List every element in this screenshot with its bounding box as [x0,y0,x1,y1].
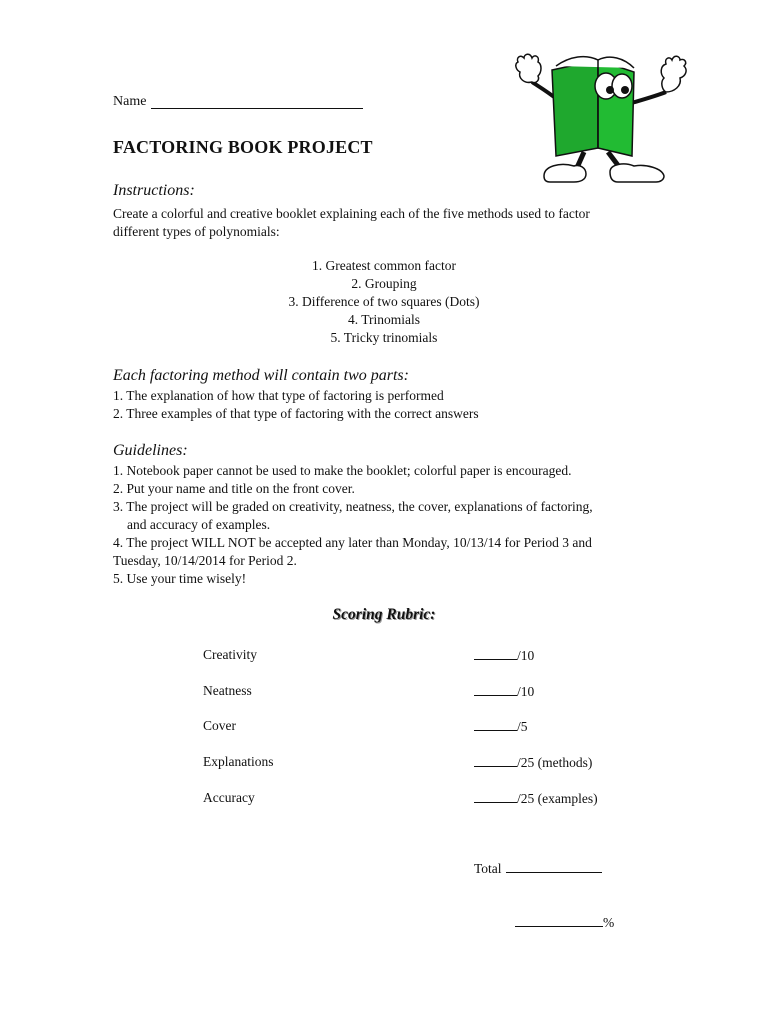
score-blank[interactable] [474,647,517,660]
name-label: Name [113,94,147,109]
method-item: 2. Grouping [351,276,417,291]
score-blank[interactable] [474,790,517,803]
total-row [474,860,602,877]
rubric-score-explanations [474,754,592,771]
instructions-heading: Instructions: [113,182,195,199]
score-max: /5 [517,719,528,734]
rubric-label-accuracy: Accuracy [203,790,255,805]
name-field[interactable] [151,108,363,109]
parts-heading: Each factoring method will contain two parts: [113,367,409,384]
guidelines-heading: Guidelines: [113,442,188,459]
rubric-score-creativity [474,647,534,664]
parts-list [113,387,479,423]
rubric-score-neatness [474,683,534,700]
percent-sign: % [603,915,615,930]
method-item: 4. Trinomials [347,312,421,327]
score-max: /25 (examples) [517,791,598,806]
guideline-item: 3. The project will be graded on creativity, neatness, the cover, explanations of factoring, [113,499,593,514]
guideline-item: 2. Put your name and title on the front cover. [113,481,355,496]
guideline-item-continued: and accuracy of examples. [127,517,271,532]
total-blank[interactable] [506,860,602,873]
guidelines-list [113,462,673,588]
percent-row [515,914,614,931]
rubric-score-accuracy [474,790,598,807]
total-label: Total [474,861,502,876]
score-max: /10 [517,684,535,699]
rubric-heading: Scoring Rubric: [332,606,436,623]
rubric-label-cover: Cover [203,718,236,733]
score-max: /10 [517,648,535,663]
page-title: FACTORING BOOK PROJECT [113,137,373,157]
percent-blank[interactable] [515,914,603,927]
guideline-item: 5. Use your time wisely! [113,571,247,586]
part-item: 1. The explanation of how that type of factoring is performed [113,388,444,403]
instructions-line: different types of polynomials: [113,224,280,239]
instructions-line: Create a colorful and creative booklet explaining each of the five methods used to factor [113,206,590,221]
score-max: /25 (methods) [517,755,593,770]
method-item: 1. Greatest common factor [312,258,456,273]
book-mascot-icon [510,52,708,188]
rubric-score-cover [474,718,528,735]
score-blank[interactable] [474,718,517,731]
instructions-text [113,205,653,241]
rubric-label-creativity: Creativity [203,647,257,662]
method-item: 5. Tricky trinomials [330,330,438,345]
methods-list [0,257,768,347]
guideline-item-continued: Tuesday, 10/14/2014 for Period 2. [113,553,297,568]
score-blank[interactable] [474,683,517,696]
guideline-item: 1. Notebook paper cannot be used to make the booklet; colorful paper is encouraged. [113,463,572,478]
part-item: 2. Three examples of that type of factoring with the correct answers [113,406,479,421]
score-blank[interactable] [474,754,517,767]
guideline-item: 4. The project WILL NOT be accepted any later than Monday, 10/13/14 for Period 3 and [113,535,592,550]
method-item: 3. Difference of two squares (Dots) [288,294,480,309]
rubric-label-neatness: Neatness [203,683,252,698]
rubric-label-explanations: Explanations [203,754,274,769]
